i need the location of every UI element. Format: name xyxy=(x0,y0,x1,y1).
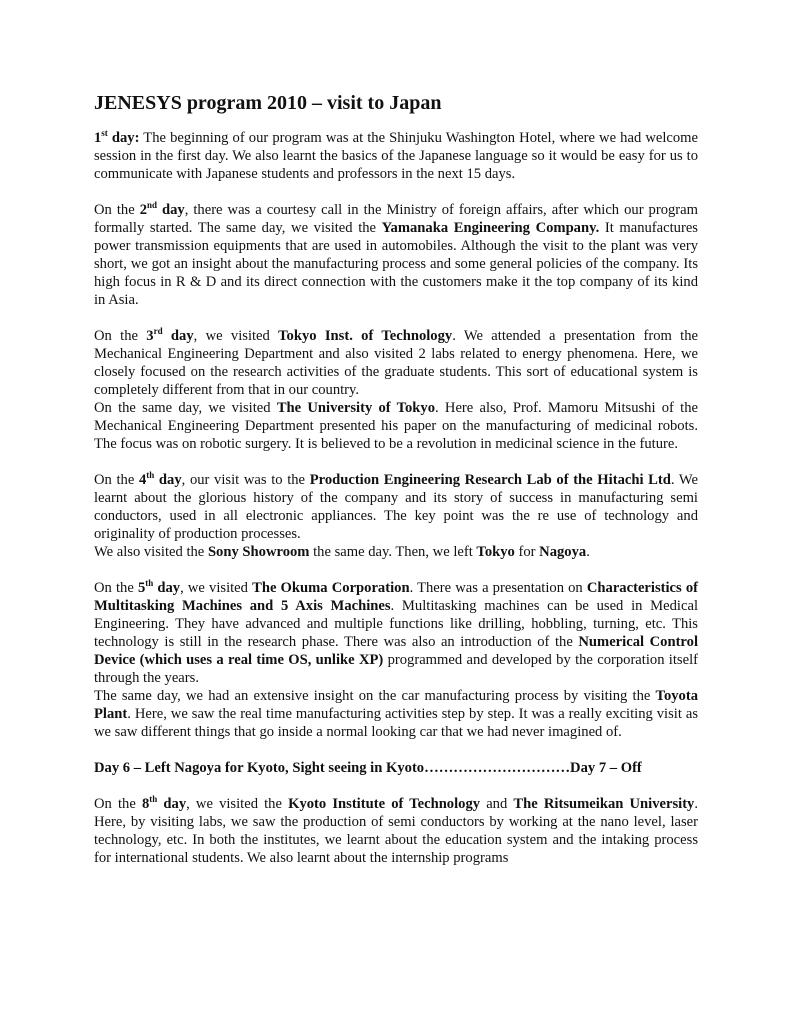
paragraph-text: , we visited the xyxy=(186,796,289,812)
day-word: day xyxy=(153,580,181,596)
day-number: 5 xyxy=(137,580,146,596)
day-ordinal: st xyxy=(101,128,108,139)
paragraph-text: On the same day, we visited xyxy=(94,400,277,416)
paragraph-text: On the xyxy=(94,328,147,344)
paragraph-text: The same day, we had an extensive insight on the car manufacturing process by visiting the xyxy=(94,688,656,704)
paragraph-text: On the xyxy=(94,580,138,596)
day-number: 1 xyxy=(94,130,102,146)
day-word: day: xyxy=(107,130,140,146)
day-number: 8 xyxy=(141,796,150,812)
paragraph-text: programmed and developed by the corporation itself through the years. xyxy=(94,652,698,686)
paragraph-day-4 xyxy=(94,471,698,543)
paragraph-day-5 xyxy=(94,579,698,687)
paragraph-text: . We learnt about the glorious history of the company and its story of success in manufacturing semi conductors, used in all electronic appliances. The key point was the re use of technology and originality of production processes. xyxy=(94,472,699,542)
page-title: JENESYS program 2010 – visit to Japan xyxy=(94,92,442,114)
paragraph-day-4-continued xyxy=(94,543,698,561)
organization-name: The University of Tokyo xyxy=(276,400,436,416)
paragraph-text: the same day. Then, we left xyxy=(309,544,477,560)
paragraph-text: , there was a courtesy call in the Ministry of foreign affairs, after which our program formally started. The same day, we visited the xyxy=(94,202,698,236)
organization-name: Toyota Plant xyxy=(94,688,698,722)
paragraph-text: . Here also, Prof. Mamoru Mitsushi of the Mechanical Engineering Department presented his paper on the manufacturing of medicinal robots. The focus was on robotic surgery. It is believed to be a revolution in medicinal science in the future. xyxy=(94,400,698,452)
paragraph-day-2 xyxy=(94,201,698,309)
paragraph-text: On the xyxy=(94,472,139,488)
city-name: Tokyo xyxy=(476,544,515,560)
paragraph-day-5-continued xyxy=(94,687,698,741)
paragraph-text: On the xyxy=(94,202,140,218)
day-word: day xyxy=(157,796,187,812)
day-label xyxy=(94,130,139,146)
day-word: day xyxy=(154,472,182,488)
day-ordinal: th xyxy=(145,578,154,589)
day-label xyxy=(146,328,193,344)
day-ordinal: rd xyxy=(153,326,163,337)
paragraph-day-8 xyxy=(94,795,698,867)
paragraph-text: . Multitasking machines can be used in Medical Engineering. They have advanced and multiple functions like drilling, hobbling, turning, etc. This technology is still in the research phase. There was also an introduction of the xyxy=(94,598,698,650)
organization-name: Yamanaka Engineering Company. xyxy=(381,220,600,236)
organization-name: Kyoto Institute of Technology xyxy=(288,796,481,812)
paragraph-text: The beginning of our program was at the Shinjuku Washington Hotel, where we had welcome session in the first day. We also learnt the basics of the Japanese language so it would be easy for us to communicate with Japanese students and professors in the next 15 days. xyxy=(94,130,699,182)
day-label xyxy=(139,472,182,488)
organization-name: The Okuma Corporation xyxy=(252,580,410,596)
document-page xyxy=(94,91,698,867)
paragraph-text: for xyxy=(514,544,540,560)
paragraph-day-1 xyxy=(94,129,698,183)
paragraph-text: and xyxy=(480,796,514,812)
paragraph-text: . Here, we saw the real time manufacturing activities step by step. It was a really exciting visit as we saw different things that go inside a normal looking car that we had never imagined of. xyxy=(94,706,698,740)
presentation-topic: Characteristics of Multitasking Machines and 5 Axis Machines xyxy=(94,580,698,614)
day-label xyxy=(140,202,185,218)
day-ordinal: th xyxy=(146,470,155,481)
organization-name: The Ritsumeikan University xyxy=(513,796,695,812)
day-6-7-summary: Day 6 – Left Nagoya for Kyoto, Sight seeing in Kyoto…………………………Day 7 – Off xyxy=(94,760,642,776)
paragraph-text: We also visited the xyxy=(94,544,208,560)
day-word: day xyxy=(157,202,185,218)
day-word: day xyxy=(162,328,194,344)
paragraph-text: . There was a presentation on xyxy=(409,580,587,596)
day-number: 4 xyxy=(138,472,147,488)
paragraph-text: , we visited xyxy=(180,580,253,596)
paragraph-text: . xyxy=(586,544,590,560)
day-ordinal: nd xyxy=(146,200,157,211)
paragraph-text: , we visited xyxy=(193,328,279,344)
paragraph-day-3 xyxy=(94,327,698,399)
city-name: Nagoya xyxy=(539,544,587,560)
organization-name: Production Engineering Research Lab of the Hitachi Ltd xyxy=(309,472,671,488)
paragraph-text: , our visit was to the xyxy=(181,472,310,488)
day-ordinal: th xyxy=(149,794,158,805)
paragraph-text: It manufactures power transmission equipments that are used in automobiles. Although the visit to the plant was very short, we got an insight about the manufacturing process and some general policies of the company. Its high focus in R & D and its direct connection with the customers make it the top company of its kind in Asia. xyxy=(94,220,698,308)
device-name: Numerical Control Device (which uses a real time OS, unlike XP) xyxy=(94,634,699,668)
paragraph-day-3-continued xyxy=(94,399,698,453)
paragraph-text: . Here, by visiting labs, we saw the production of semi conductors by working at the nano level, laser technology, etc. In both the institutes, we learnt about the education system and the intaking process for international students. We also learnt about the internship programs xyxy=(94,796,699,866)
paragraph-text: On the xyxy=(94,796,142,812)
day-number: 3 xyxy=(146,328,154,344)
day-label xyxy=(138,580,180,596)
organization-name: Sony Showroom xyxy=(207,544,310,560)
paragraph-text: . We attended a presentation from the Mechanical Engineering Department and also visited 2 labs related to energy phenomena. Here, we closely focused on the research activities of the graduate students. This sort of educational system is completely different from that in our country. xyxy=(94,328,698,398)
day-label xyxy=(142,796,186,812)
day-number: 2 xyxy=(139,202,147,218)
organization-name: Tokyo Inst. of Technology xyxy=(278,328,453,344)
